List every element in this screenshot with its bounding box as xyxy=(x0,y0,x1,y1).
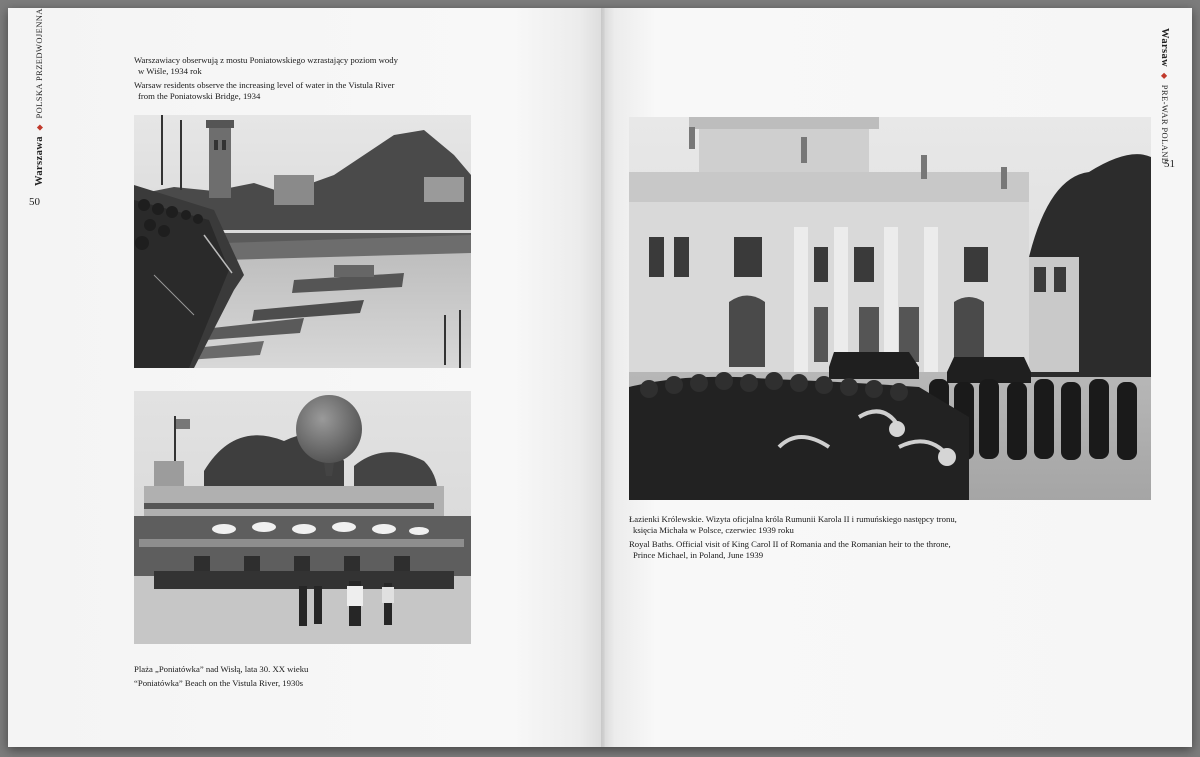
photo1-caption xyxy=(134,55,398,102)
palace-photo xyxy=(629,117,1151,500)
photo3-caption xyxy=(629,514,957,561)
caption-en-line: Warsaw residents observe the increasing level of water in the Vistula River xyxy=(134,80,395,90)
book-spread xyxy=(8,8,1192,747)
beach-photo xyxy=(134,391,471,644)
page-number-right: 51 xyxy=(1164,158,1175,170)
diamond-icon: ◆ xyxy=(1160,72,1169,80)
caption-en-line: Prince Michael, in Poland, June 1939 xyxy=(633,550,764,560)
caption-pl-line: Plaża „Poniatówka” nad Wisłą, lata 30. XX wieku xyxy=(134,664,309,674)
running-head-city: Warszawa xyxy=(34,136,45,186)
right-page xyxy=(603,8,1192,747)
running-head-section: POLSKA PRZEDWOJENNA xyxy=(34,8,44,119)
caption-pl-line: księcia Michała w Polsce, czerwiec 1939 roku xyxy=(633,525,794,535)
caption-en-line: Royal Baths. Official visit of King Carol II of Romania and the Romanian heir to the throne, xyxy=(629,539,951,549)
caption-pl-line: Warszawiacy obserwują z mostu Poniatowskiego wzrastający poziom wody xyxy=(134,55,398,65)
caption-en-line: from the Poniatowski Bridge, 1934 xyxy=(138,91,261,101)
left-page xyxy=(8,8,603,747)
page-number-left: 50 xyxy=(29,196,40,208)
photo2-caption xyxy=(134,664,308,689)
caption-pl-line: w Wiśle, 1934 rok xyxy=(138,66,202,76)
caption-en-line: “Poniatówka” Beach on the Vistula River, 1930s xyxy=(134,678,304,688)
running-head-section: PRE-WAR POLAND xyxy=(1160,84,1170,165)
running-head-city: Warsaw xyxy=(1159,28,1170,68)
diamond-icon: ◆ xyxy=(35,124,44,131)
caption-pl-line: Łazienki Królewskie. Wizyta oficjalna króla Rumunii Karola II i rumuńskiego następcy tronu, xyxy=(629,514,957,524)
right-running-head xyxy=(1159,28,1170,164)
book-gutter xyxy=(601,8,605,747)
flood-photo xyxy=(134,115,471,368)
left-running-head xyxy=(34,8,45,186)
